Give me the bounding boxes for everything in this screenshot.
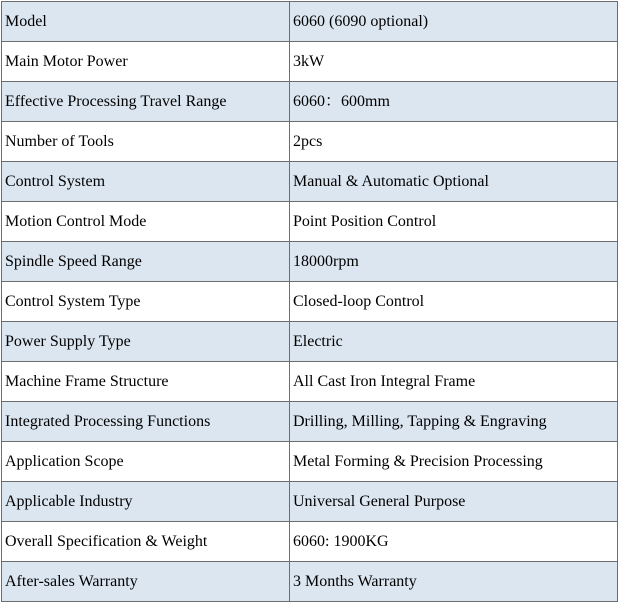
spec-value: 3 Months Warranty — [290, 562, 618, 602]
spec-label: Number of Tools — [2, 122, 290, 162]
table-row — [2, 522, 618, 562]
spec-value: Closed-loop Control — [290, 282, 618, 322]
spec-label: Application Scope — [2, 442, 290, 482]
table-row — [2, 82, 618, 122]
spec-label: Machine Frame Structure — [2, 362, 290, 402]
spec-label: Overall Specification & Weight — [2, 522, 290, 562]
spec-value: 6060：600mm — [290, 82, 618, 122]
spec-value: Electric — [290, 322, 618, 362]
spec-label: Integrated Processing Functions — [2, 402, 290, 442]
spec-value: Manual & Automatic Optional — [290, 162, 618, 202]
spec-label: Spindle Speed Range — [2, 242, 290, 282]
spec-label: Main Motor Power — [2, 42, 290, 82]
table-row — [2, 362, 618, 402]
spec-label: Control System — [2, 162, 290, 202]
table-row — [2, 242, 618, 282]
spec-label: Applicable Industry — [2, 482, 290, 522]
spec-table-body — [2, 2, 618, 602]
spec-label: Control System Type — [2, 282, 290, 322]
spec-value: Universal General Purpose — [290, 482, 618, 522]
spec-value: Metal Forming & Precision Processing — [290, 442, 618, 482]
spec-value: 2pcs — [290, 122, 618, 162]
table-row — [2, 2, 618, 42]
spec-value: Drilling, Milling, Tapping & Engraving — [290, 402, 618, 442]
table-row — [2, 282, 618, 322]
table-row — [2, 42, 618, 82]
table-row — [2, 162, 618, 202]
spec-value: 18000rpm — [290, 242, 618, 282]
spec-table — [1, 1, 618, 602]
table-row — [2, 322, 618, 362]
spec-value: 6060 (6090 optional) — [290, 2, 618, 42]
spec-label: Motion Control Mode — [2, 202, 290, 242]
table-row — [2, 442, 618, 482]
spec-label: Model — [2, 2, 290, 42]
table-row — [2, 482, 618, 522]
table-row — [2, 122, 618, 162]
spec-value: 6060: 1900KG — [290, 522, 618, 562]
spec-label: Power Supply Type — [2, 322, 290, 362]
spec-value: 3kW — [290, 42, 618, 82]
spec-label: After-sales Warranty — [2, 562, 290, 602]
table-row — [2, 202, 618, 242]
table-row — [2, 402, 618, 442]
spec-value: All Cast Iron Integral Frame — [290, 362, 618, 402]
spec-label: Effective Processing Travel Range — [2, 82, 290, 122]
table-row — [2, 562, 618, 602]
spec-value: Point Position Control — [290, 202, 618, 242]
